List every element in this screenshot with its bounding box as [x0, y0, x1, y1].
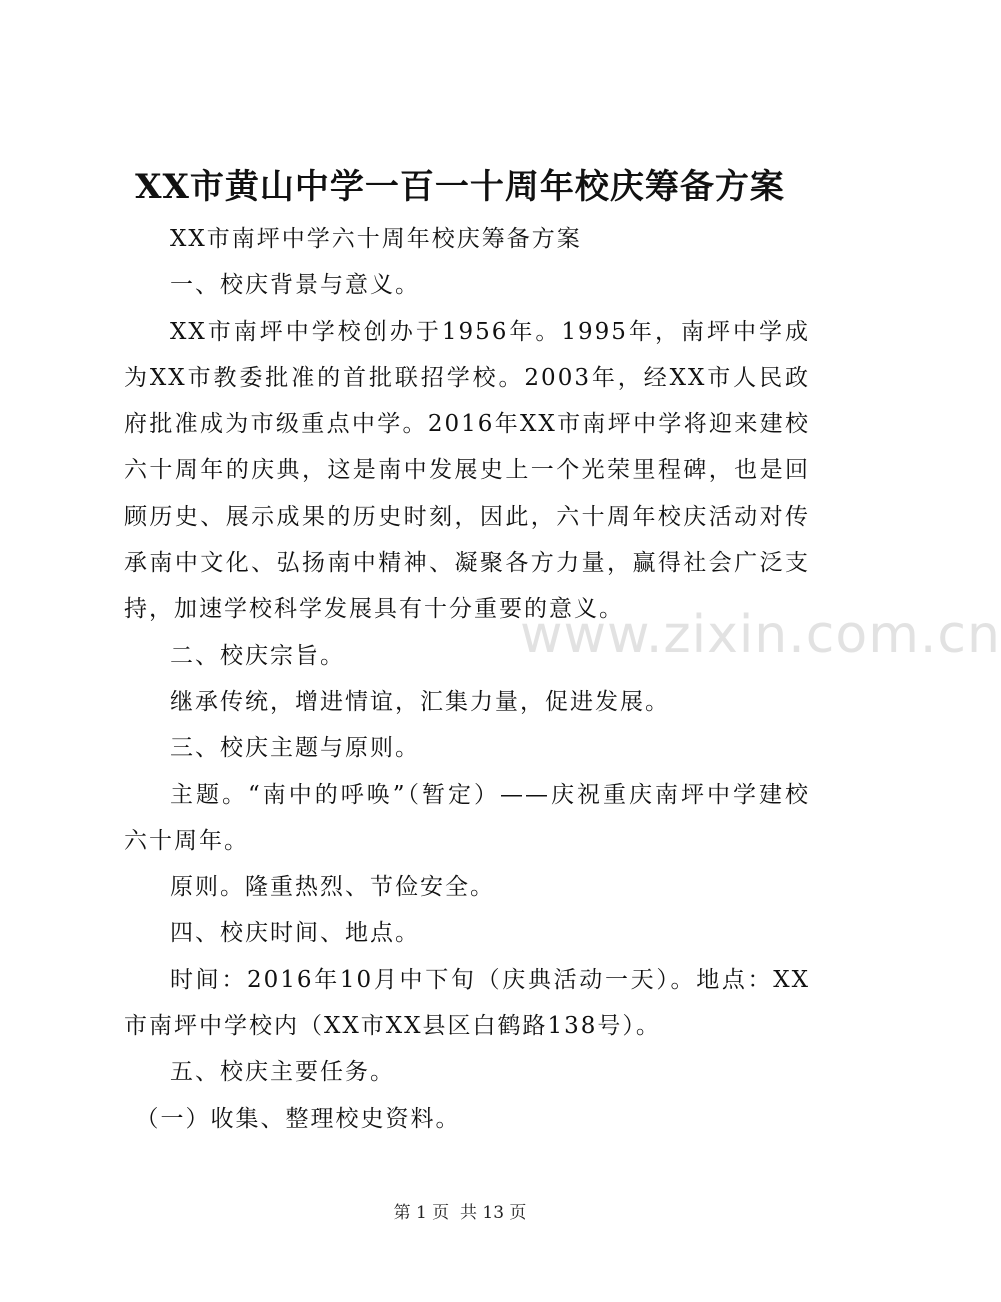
- document-title: XX市黄山中学一百一十周年校庆筹备方案: [135, 167, 785, 207]
- watermark-text: www.zixin.com.cn: [520, 605, 1001, 665]
- purpose-paragraph: 继承传统，增进情谊，汇集力量，促进发展。: [170, 688, 670, 715]
- section-heading-purpose: 二、校庆宗旨。: [170, 642, 345, 669]
- section-heading-background: 一、校庆背景与意义。: [170, 272, 420, 299]
- document-body: [124, 216, 810, 1142]
- theme-paragraph: 主题。“南中的呼唤”（暂定）——庆祝重庆南坪中学建校六十周年。: [124, 781, 810, 854]
- task-item-1: （一）收集、整理校史资料。: [135, 1105, 461, 1132]
- watermark: [520, 600, 1001, 670]
- section-heading-theme: 三、校庆主题与原则。: [170, 735, 420, 762]
- section-heading-tasks: 五、校庆主要任务。: [170, 1059, 395, 1086]
- subtitle-paragraph: XX市南坪中学六十周年校庆筹备方案: [170, 226, 582, 252]
- background-paragraph: XX市南坪中学校创办于1956年。1995年，南坪中学成为XX市教委批准的首批联招学校。2003年，经XX市人民政府批准成为市级重点中学。2016年XX市南坪中学将迎来建校六十周年的庆典，这是南中发展史上一个光荣里程碑，也是回顾历史、展示成果的历史时刻，因此，六十周年校庆活动对传承南中文化、弘扬南中精神、凝聚各方力量，赢得社会广泛支持，加速学校科学发展具有十分重要的意义。: [124, 318, 810, 623]
- section-heading-time-place: 四、校庆时间、地点。: [170, 920, 420, 947]
- principle-paragraph: 原则。隆重热烈、节俭安全。: [170, 874, 495, 901]
- time-place-paragraph: 时间：2016年10月中下旬（庆典活动一天）。地点：XX市南坪中学校内（XX市XX县区白鹤路138号）。: [124, 966, 810, 1040]
- page-footer: 第 1 页 共 13 页: [393, 1203, 527, 1223]
